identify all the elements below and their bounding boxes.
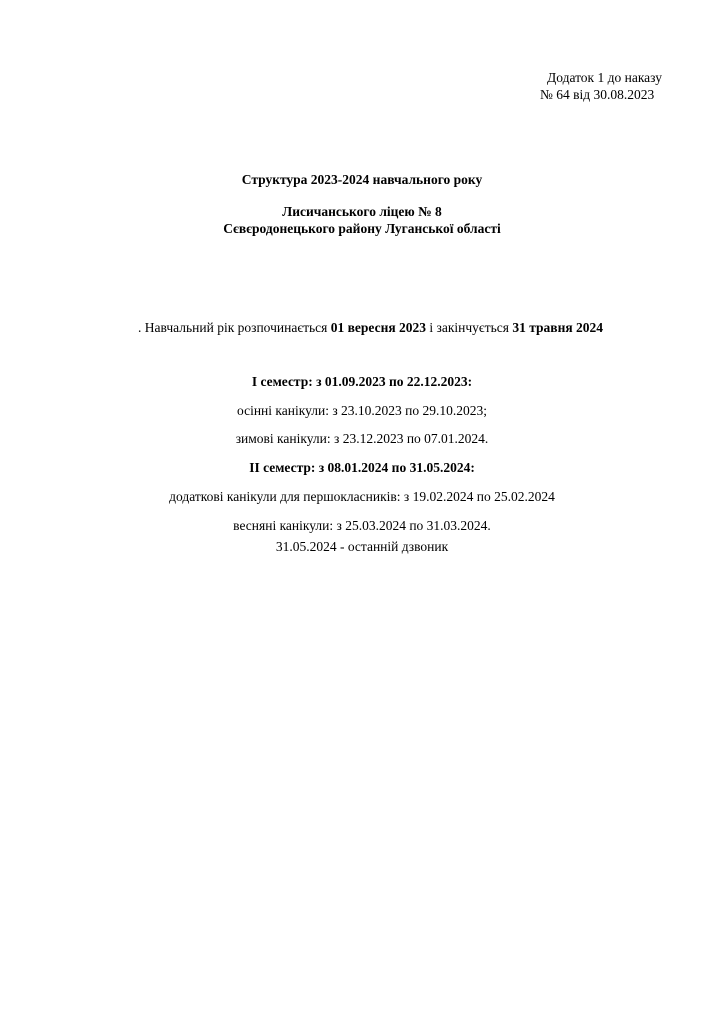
academic-year-intro [138,320,603,336]
spring-holidays: весняні канікули: з 25.03.2024 по 31.03.2024. [233,518,491,533]
winter-holidays: зимові канікули: з 23.12.2023 по 07.01.2024. [235,431,489,446]
appendix-note [540,69,710,103]
semester-2-title: ІІ семестр: з 08.01.2024 по 31.05.2024: [249,460,475,475]
end-date: 31 травня 2024 [512,320,604,335]
appendix-line-2: № 64 від 30.08.2023 [540,87,655,102]
intro-middle: і закінчується [426,320,513,335]
first-grade-extra-holidays: додаткові канікули для першокласників: з 19.02.2024 по 25.02.2024 [169,489,555,504]
school-district: Сєвєродонецького району Луганської області [223,221,501,236]
document-title: Структура 2023-2024 навчального року [241,172,483,187]
school-name: Лисичанського ліцею № 8 [282,204,442,219]
autumn-holidays: осінні канікули: з 23.10.2023 по 29.10.2023; [236,403,488,418]
appendix-line-1: Додаток 1 до наказу [547,70,662,85]
start-date: 01 вересня 2023 [330,320,427,335]
semester-1-title: І семестр: з 01.09.2023 по 22.12.2023: [251,374,473,389]
intro-prefix: . Навчальний рік розпочинається [138,320,331,335]
last-bell: 31.05.2024 - останній дзвоник [275,539,449,554]
